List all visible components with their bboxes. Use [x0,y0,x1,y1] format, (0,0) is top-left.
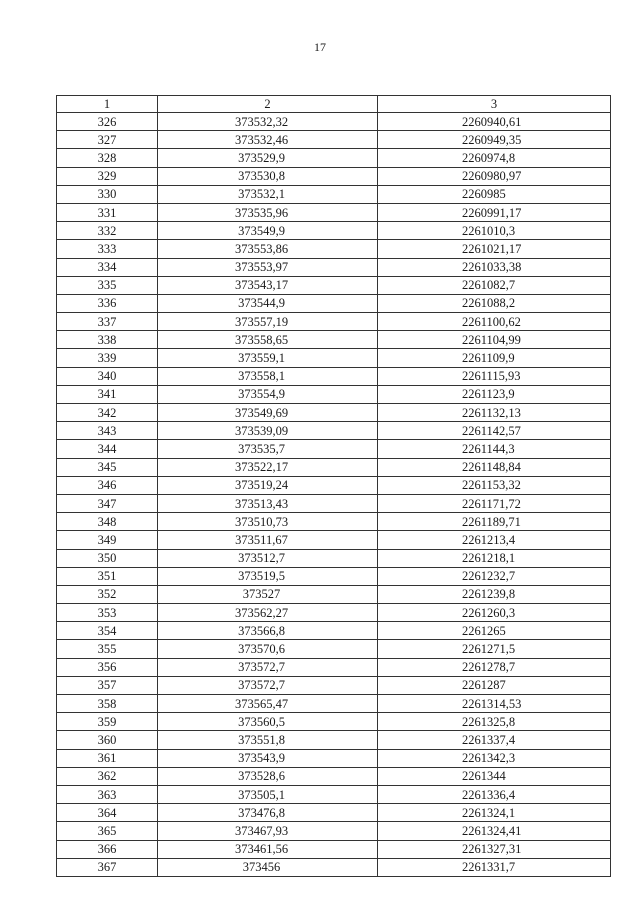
y-coordinate-cell: 2261287 [378,676,611,694]
x-coordinate-cell: 373505,1 [158,785,378,803]
table-row [57,858,611,876]
column-header-2: 2 [158,96,378,113]
x-coordinate-cell: 373528,6 [158,767,378,785]
x-coordinate-cell: 373530,8 [158,167,378,185]
y-coordinate-cell: 2261324,1 [378,804,611,822]
column-header-1: 1 [57,96,158,113]
table-row [57,567,611,585]
point-number-cell: 341 [57,385,158,403]
table-row [57,531,611,549]
page-number: 17 [314,40,326,54]
table-row [57,658,611,676]
table-row [57,731,611,749]
point-number-cell: 367 [57,858,158,876]
y-coordinate-cell: 2261109,9 [378,349,611,367]
x-coordinate-cell: 373553,97 [158,258,378,276]
table-row [57,367,611,385]
x-coordinate-cell: 373572,7 [158,676,378,694]
y-coordinate-cell: 2261218,1 [378,549,611,567]
table-row [57,258,611,276]
x-coordinate-cell: 373566,8 [158,622,378,640]
x-coordinate-cell: 373558,1 [158,367,378,385]
x-coordinate-cell: 373532,1 [158,185,378,203]
table-row [57,440,611,458]
y-coordinate-cell: 2261314,53 [378,695,611,713]
table-row [57,331,611,349]
x-coordinate-cell: 373532,32 [158,113,378,131]
table-row [57,313,611,331]
point-number-cell: 349 [57,531,158,549]
x-coordinate-cell: 373535,96 [158,203,378,221]
table-row [57,203,611,221]
y-coordinate-cell: 2261271,5 [378,640,611,658]
point-number-cell: 338 [57,331,158,349]
table-row [57,604,611,622]
y-coordinate-cell: 2260974,8 [378,149,611,167]
table-row [57,785,611,803]
point-number-cell: 346 [57,476,158,494]
y-coordinate-cell: 2261213,4 [378,531,611,549]
point-number-cell: 352 [57,585,158,603]
y-coordinate-cell: 2260985 [378,185,611,203]
y-coordinate-cell: 2261260,3 [378,604,611,622]
y-coordinate-cell: 2261033,38 [378,258,611,276]
x-coordinate-cell: 373543,9 [158,749,378,767]
table-row [57,167,611,185]
y-coordinate-cell: 2261337,4 [378,731,611,749]
x-coordinate-cell: 373549,69 [158,404,378,422]
x-coordinate-cell: 373539,09 [158,422,378,440]
x-coordinate-cell: 373551,8 [158,731,378,749]
y-coordinate-cell: 2261153,32 [378,476,611,494]
point-number-cell: 360 [57,731,158,749]
y-coordinate-cell: 2261021,17 [378,240,611,258]
point-number-cell: 366 [57,840,158,858]
table-row [57,695,611,713]
y-coordinate-cell: 2260980,97 [378,167,611,185]
x-coordinate-cell: 373510,73 [158,513,378,531]
y-coordinate-cell: 2261342,3 [378,749,611,767]
x-coordinate-cell: 373476,8 [158,804,378,822]
point-number-cell: 330 [57,185,158,203]
y-coordinate-cell: 2260940,61 [378,113,611,131]
x-coordinate-cell: 373513,43 [158,494,378,512]
coordinates-table [56,95,611,877]
y-coordinate-cell: 2261100,62 [378,313,611,331]
point-number-cell: 350 [57,549,158,567]
point-number-cell: 361 [57,749,158,767]
y-coordinate-cell: 2261325,8 [378,713,611,731]
table-row [57,404,611,422]
y-coordinate-cell: 2261104,99 [378,331,611,349]
table-row [57,276,611,294]
point-number-cell: 336 [57,294,158,312]
y-coordinate-cell: 2261171,72 [378,494,611,512]
x-coordinate-cell: 373527 [158,585,378,603]
table-row [57,476,611,494]
table-row [57,676,611,694]
point-number-cell: 329 [57,167,158,185]
point-number-cell: 345 [57,458,158,476]
point-number-cell: 347 [57,494,158,512]
y-coordinate-cell: 2261336,4 [378,785,611,803]
x-coordinate-cell: 373512,7 [158,549,378,567]
y-coordinate-cell: 2261324,41 [378,822,611,840]
point-number-cell: 357 [57,676,158,694]
y-coordinate-cell: 2261082,7 [378,276,611,294]
table-row [57,804,611,822]
y-coordinate-cell: 2261331,7 [378,858,611,876]
y-coordinate-cell: 2261239,8 [378,585,611,603]
point-number-cell: 335 [57,276,158,294]
table-row [57,222,611,240]
y-coordinate-cell: 2261142,57 [378,422,611,440]
y-coordinate-cell: 2261232,7 [378,567,611,585]
point-number-cell: 339 [57,349,158,367]
table-row [57,585,611,603]
table-row [57,349,611,367]
x-coordinate-cell: 373543,17 [158,276,378,294]
x-coordinate-cell: 373554,9 [158,385,378,403]
y-coordinate-cell: 2261265 [378,622,611,640]
table-row [57,422,611,440]
y-coordinate-cell: 2260991,17 [378,203,611,221]
table-row [57,113,611,131]
point-number-cell: 332 [57,222,158,240]
point-number-cell: 359 [57,713,158,731]
point-number-cell: 362 [57,767,158,785]
point-number-cell: 356 [57,658,158,676]
point-number-cell: 342 [57,404,158,422]
y-coordinate-cell: 2261344 [378,767,611,785]
table-row [57,385,611,403]
x-coordinate-cell: 373535,7 [158,440,378,458]
table-row [57,713,611,731]
x-coordinate-cell: 373557,19 [158,313,378,331]
x-coordinate-cell: 373519,5 [158,567,378,585]
point-number-cell: 365 [57,822,158,840]
point-number-cell: 327 [57,131,158,149]
table-row [57,640,611,658]
x-coordinate-cell: 373511,67 [158,531,378,549]
column-header-3: 3 [378,96,611,113]
point-number-cell: 326 [57,113,158,131]
table-row [57,840,611,858]
point-number-cell: 331 [57,203,158,221]
table-row [57,185,611,203]
table-row [57,822,611,840]
point-number-cell: 328 [57,149,158,167]
table-row [57,767,611,785]
table-row [57,240,611,258]
x-coordinate-cell: 373553,86 [158,240,378,258]
point-number-cell: 358 [57,695,158,713]
table-row [57,294,611,312]
x-coordinate-cell: 373532,46 [158,131,378,149]
x-coordinate-cell: 373519,24 [158,476,378,494]
y-coordinate-cell: 2261115,93 [378,367,611,385]
y-coordinate-cell: 2261148,84 [378,458,611,476]
x-coordinate-cell: 373562,27 [158,604,378,622]
x-coordinate-cell: 373544,9 [158,294,378,312]
x-coordinate-cell: 373467,93 [158,822,378,840]
table-row [57,131,611,149]
x-coordinate-cell: 373565,47 [158,695,378,713]
x-coordinate-cell: 373559,1 [158,349,378,367]
table-row [57,549,611,567]
x-coordinate-cell: 373558,65 [158,331,378,349]
point-number-cell: 337 [57,313,158,331]
point-number-cell: 333 [57,240,158,258]
table-body [57,113,611,877]
point-number-cell: 351 [57,567,158,585]
point-number-cell: 334 [57,258,158,276]
x-coordinate-cell: 373560,5 [158,713,378,731]
point-number-cell: 340 [57,367,158,385]
table-row [57,513,611,531]
table-row [57,149,611,167]
x-coordinate-cell: 373456 [158,858,378,876]
x-coordinate-cell: 373522,17 [158,458,378,476]
point-number-cell: 353 [57,604,158,622]
table-row [57,494,611,512]
x-coordinate-cell: 373572,7 [158,658,378,676]
table-header-row [57,96,611,113]
x-coordinate-cell: 373570,6 [158,640,378,658]
point-number-cell: 343 [57,422,158,440]
y-coordinate-cell: 2261189,71 [378,513,611,531]
x-coordinate-cell: 373549,9 [158,222,378,240]
y-coordinate-cell: 2261123,9 [378,385,611,403]
y-coordinate-cell: 2261144,3 [378,440,611,458]
y-coordinate-cell: 2261010,3 [378,222,611,240]
point-number-cell: 354 [57,622,158,640]
y-coordinate-cell: 2261278,7 [378,658,611,676]
point-number-cell: 344 [57,440,158,458]
x-coordinate-cell: 373529,9 [158,149,378,167]
y-coordinate-cell: 2261132,13 [378,404,611,422]
point-number-cell: 364 [57,804,158,822]
table-row [57,458,611,476]
y-coordinate-cell: 2261327,31 [378,840,611,858]
y-coordinate-cell: 2261088,2 [378,294,611,312]
table-row [57,749,611,767]
y-coordinate-cell: 2260949,35 [378,131,611,149]
point-number-cell: 363 [57,785,158,803]
table-row [57,622,611,640]
point-number-cell: 348 [57,513,158,531]
point-number-cell: 355 [57,640,158,658]
x-coordinate-cell: 373461,56 [158,840,378,858]
